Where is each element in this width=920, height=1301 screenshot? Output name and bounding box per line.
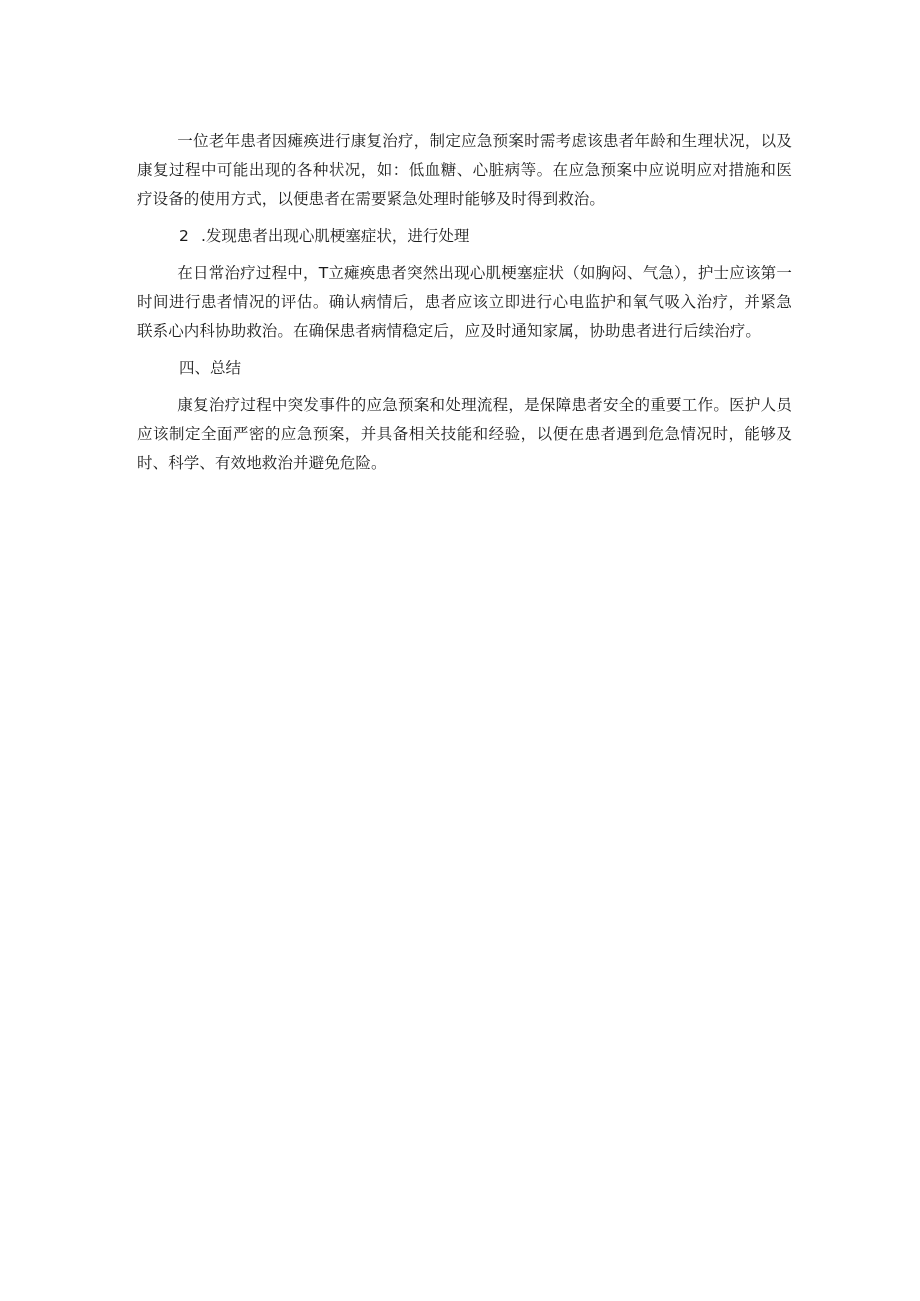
section-heading-myocardial-infarction (137, 222, 792, 251)
paragraph-myocardial-infarction-handling: 在日常治疗过程中，T立瘫痪患者突然出现心肌梗塞症状（如胸闷、气急），护士应该第一时间进行患者情况的评估。确认病情后，患者应该立即进行心电监护和氧气吸入治疗，并紧急联系心内科协助救治。在确保患者病情稳定后，应及时通知家属，协助患者进行后续治疗。 (137, 264, 792, 340)
section-number: 2 (179, 227, 189, 245)
paragraph-summary: 康复治疗过程中突发事件的应急预案和处理流程，是保障患者安全的重要工作。医护人员应该制定全面严密的应急预案，并具备相关技能和经验，以便在患者遇到危急情况时，能够及时、科学、有效地救治并避免危险。 (137, 396, 792, 472)
paragraph-elderly-patient-plan: 一位老年患者因瘫痪进行康复治疗，制定应急预案时需考虑该患者年龄和生理状况，以及康复过程中可能出现的各种状况，如：低血糖、心脏病等。在应急预案中应说明应对措施和医疗设备的使用方式，以便患者在需要紧急处理时能够及时得到救治。 (137, 132, 792, 208)
section-heading-summary: 四、总结 (179, 359, 242, 377)
section-heading-text: .发现患者出现心肌梗塞症状，进行处理 (201, 227, 470, 245)
document-body (137, 127, 792, 478)
